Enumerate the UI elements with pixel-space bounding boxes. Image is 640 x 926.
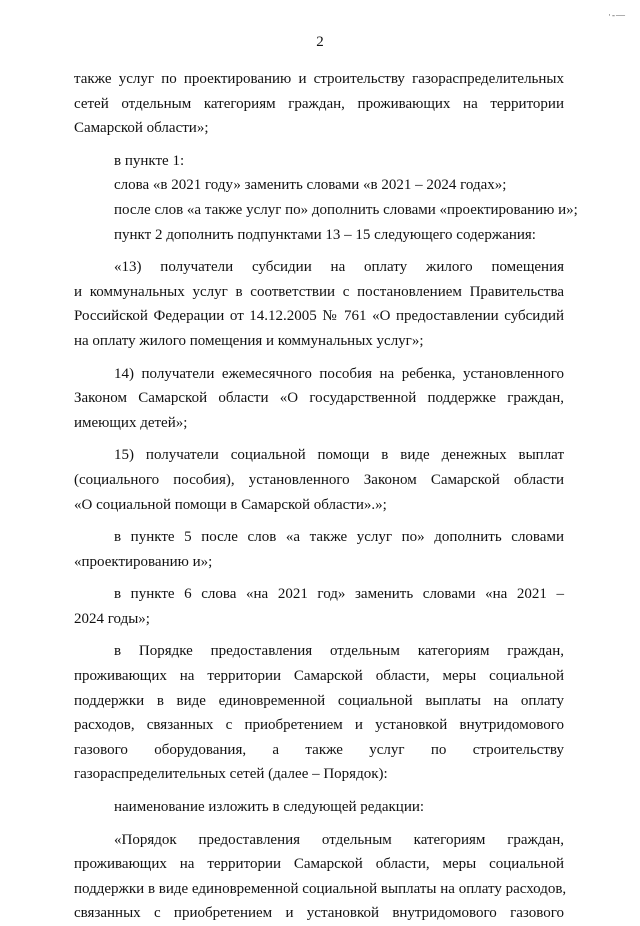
text-line: «13) получатели субсидии на оплату жилого помещения [114,259,564,276]
text-line: Российской Федерации от 14.12.2005 № 761 «О предоставлении субсидий [74,308,564,325]
text-line: проживающих на территории Самарской области, меры социальной [74,668,564,685]
text-line: на оплату жилого помещения и коммунальных услуг»; [74,332,424,349]
text-line: наименование изложить в следующей редакции: [114,799,425,816]
text-line: газораспределительных сетей (далее – Порядок): [74,766,388,783]
text-line: в пункте 1: [114,152,185,169]
text-line: проживающих на территории Самарской области, меры социальной [74,856,564,873]
text-line: Законом Самарской области «О государственной поддержке граждан, [74,390,564,407]
text-line: в пункте 6 слова «на 2021 год» заменить словами «на 2021 – [114,586,564,603]
text-line: также услуг по проектированию и строительству газораспределительных [74,71,564,87]
text-line: 2024 годы»; [74,610,150,627]
text-line: связанных с приобретением и установкой внутридомового газового [74,905,564,922]
text-line: Самарской области»; [74,120,209,137]
text-line: в пункте 5 после слов «а также услуг по» дополнить словами [114,529,564,546]
text-line: 14) получатели ежемесячного пособия на ребенка, установленного [114,365,564,382]
text-line: газового оборудования, а также услуг по строительству [74,741,564,758]
text-line: и коммунальных услуг в соответствии с постановлением Правительства [74,283,564,300]
body-text [74,67,578,926]
page-number: 2 [316,34,324,50]
text-line: после слов «а также услуг по» дополнить словами «проектированию и»; [114,201,578,218]
text-line: (социального пособия), установленного Законом Самарской области [74,471,564,488]
text-line: имеющих детей»; [74,414,188,431]
text-line: слова «в 2021 году» заменить словами «в 2021 – 2024 годах»; [114,177,507,194]
text-line: «Порядок предоставления отдельным категориям граждан, [114,831,564,848]
text-line: 15) получатели социальной помощи в виде денежных выплат [114,447,564,464]
corner-scan-mark: ·-— [608,10,626,20]
text-line: поддержки в виде единовременной социальной выплаты на оплату [74,692,564,709]
text-line: расходов, связанных с приобретением и установкой внутридомового [74,717,564,734]
text-line: в Порядке предоставления отдельным категориям граждан, [114,643,564,660]
text-line: сетей отдельным категориям граждан, проживающих на территории [74,95,564,112]
text-line: «О социальной помощи в Самарской области».»; [74,496,387,513]
text-line: поддержки в виде единовременной социальной выплаты на оплату расходов, [74,880,567,897]
text-line: пункт 2 дополнить подпунктами 13 – 15 следующего содержания: [114,226,536,243]
text-line: «проектированию и»; [74,553,213,570]
